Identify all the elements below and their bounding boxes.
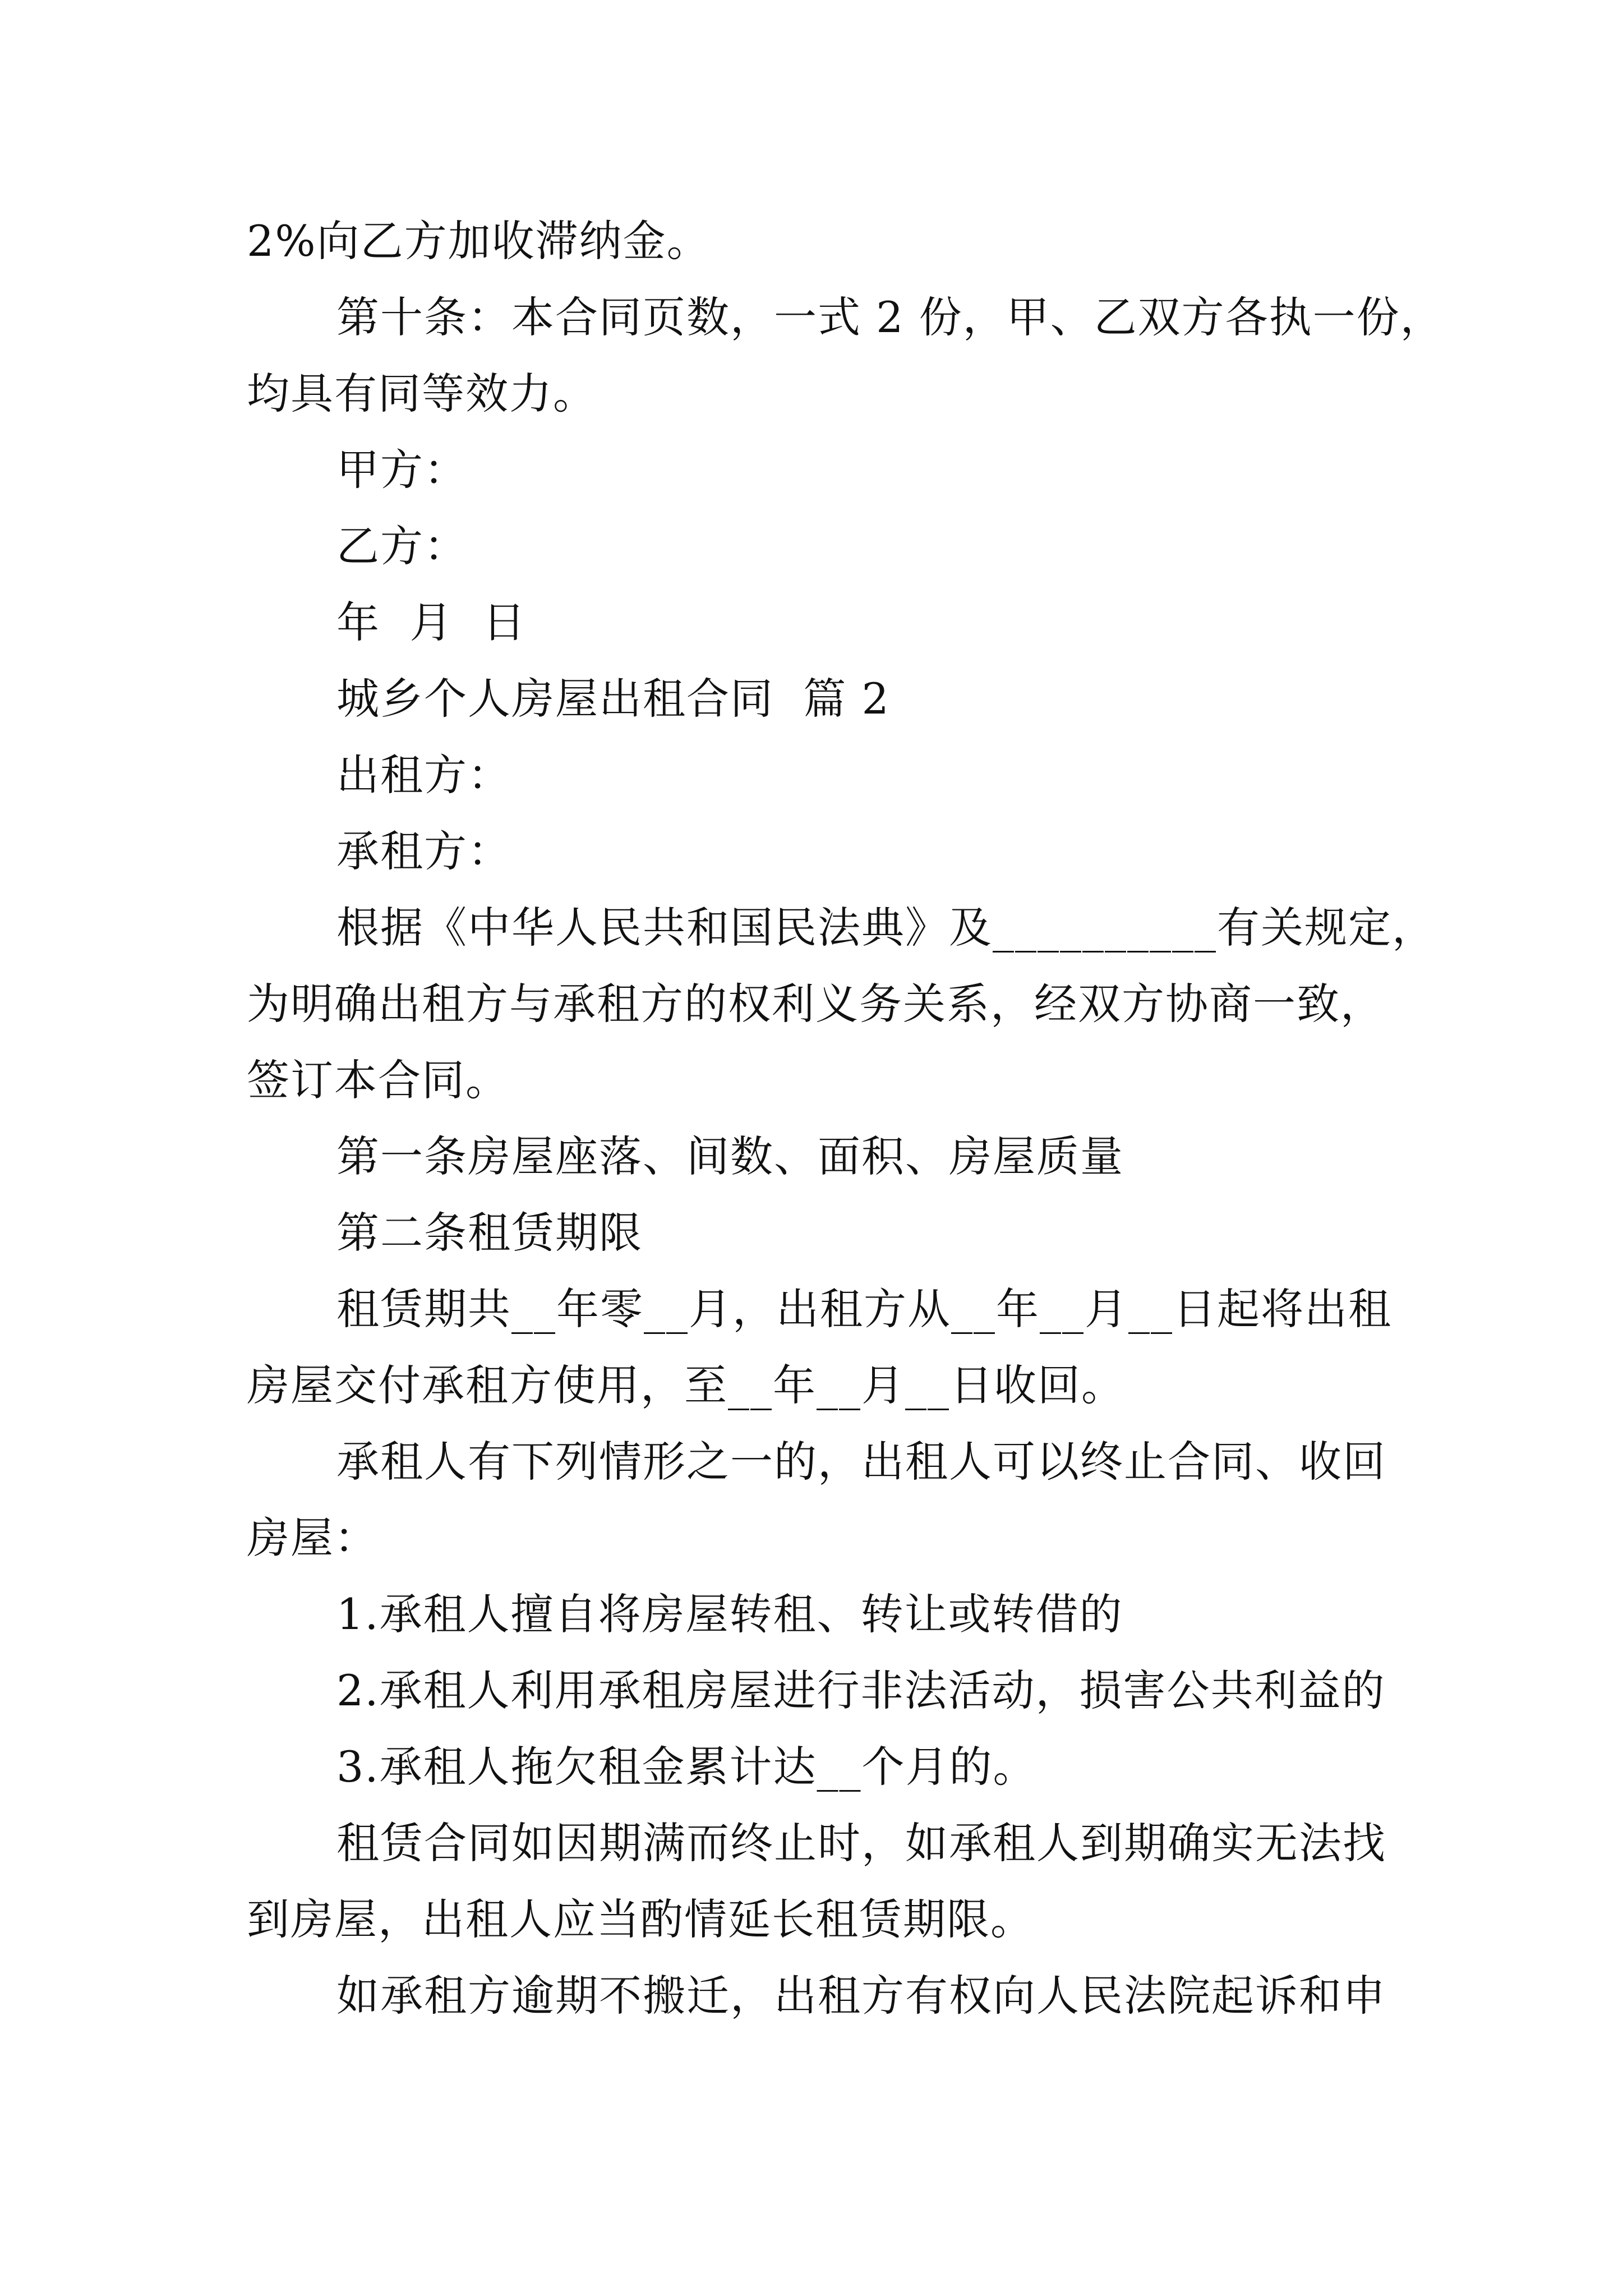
section-title: 城乡个人房屋出租合同 篇 2 [336,674,890,724]
list-item: 1.承租人擅自将房屋转租、转让或转借的 [336,1589,1123,1639]
article-ten-line: 第十条：本合同页数，一式 2 份，甲、乙双方各执一份， [336,292,1444,342]
text-line: 均具有同等效力。 [247,369,597,418]
lessor-label: 出租方： [336,750,511,800]
text-line: 根据《中华人民共和国民法典》及__________有关规定， [336,903,1436,953]
text-line: 承租人有下列情形之一的，出租人可以终止合同、收回 [336,1437,1386,1487]
text-line: 签订本合同。 [247,1055,509,1105]
party-b-label: 乙方： [336,521,468,571]
text-line: 房屋交付承租方使用，至__年__月__日收回。 [247,1360,1125,1410]
text-line: 如承租方逾期不搬迁，出租方有权向人民法院起诉和申 [336,1971,1386,2021]
list-item: 3.承租人拖欠租金累计达__个月的。 [336,1742,1037,1792]
text-line: 到房屋，出租人应当酌情延长租赁期限。 [247,1894,1034,1944]
text-line: 为明确出租方与承租方的权利义务关系，经双方协商一致， [247,979,1384,1029]
article-heading: 第二条租赁期限 [336,1208,643,1258]
article-heading: 第一条房屋座落、间数、面积、房屋质量 [336,1131,1124,1181]
party-a-label: 甲方： [336,445,468,495]
list-item: 2.承租人利用承租房屋进行非法活动，损害公共利益的 [336,1665,1386,1715]
text-line: 租赁期共__年零__月，出租方从__年__月__日起将出租 [336,1284,1392,1334]
date-line: 年 月 日 [336,597,527,647]
text-line: 房屋： [247,1513,378,1563]
lessee-label: 承租方： [336,826,511,876]
text-line: 2%向乙方加收滞纳金。 [247,216,711,266]
text-line: 租赁合同如因期满而终止时，如承租人到期确实无法找 [336,1818,1386,1868]
